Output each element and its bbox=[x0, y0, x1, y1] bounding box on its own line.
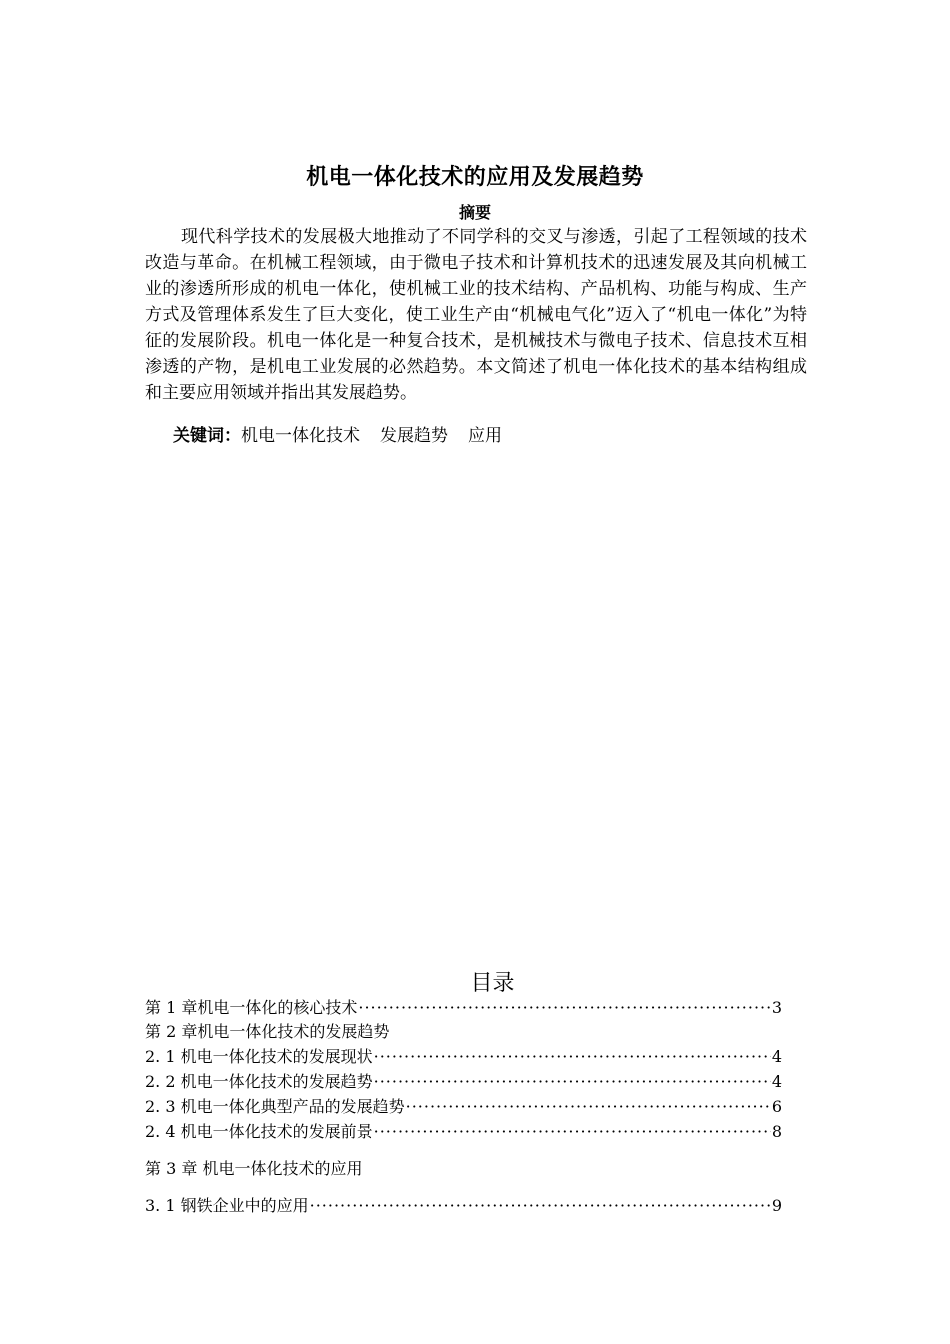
toc-entry-page: 6 bbox=[771, 1097, 782, 1116]
toc-entry bbox=[145, 1120, 782, 1144]
toc-entry-text: 2. 3 机电一体化典型产品的发展趋势 bbox=[145, 1097, 405, 1116]
toc-entry-text: 2. 4 机电一体化技术的发展前景 bbox=[145, 1122, 373, 1141]
keyword-item: 应用 bbox=[468, 426, 502, 446]
toc-leader-dots bbox=[374, 1045, 771, 1069]
keywords-line bbox=[173, 424, 522, 448]
abstract-text: 现代科学技术的发展极大地推动了不同学科的交叉与渗透，引起了工程领域的技术改造与革命。在机械工程领域，由于微电子技术和计算机技术的迅速发展及其向机械工业的渗透所形成的机电一体化，使机械工业的技术结构、产品机构、功能与构成、生产方式及管理体系发生了巨大变化，使工业生产由“机械电气化”迈入了“机电一体化”为特征的发展阶段。机电一体化是一种复合技术，是机械技术与微电子技术、信息技术互相渗透的产物，是机电工业发展的必然趋势。本文简述了机电一体化技术的基本结构组成和主要应用领域并指出其发展趋势。 bbox=[145, 227, 807, 403]
toc-entry bbox=[145, 1045, 782, 1069]
toc-entry-page: 9 bbox=[771, 1196, 782, 1215]
keyword-item: 机电一体化技术 bbox=[241, 426, 360, 446]
toc-leader-dots bbox=[310, 1194, 771, 1218]
toc-entry-text: 2. 1 机电一体化技术的发展现状 bbox=[145, 1047, 373, 1066]
keywords-label: 关键词： bbox=[173, 426, 241, 446]
toc-entry bbox=[145, 1157, 782, 1181]
toc-entry bbox=[145, 996, 782, 1020]
toc-entry-text: 第 2 章机电一体化技术的发展趋势 bbox=[145, 1022, 390, 1041]
toc-entry bbox=[145, 1194, 782, 1218]
toc-leader-dots bbox=[406, 1095, 771, 1119]
toc-entry-page: 8 bbox=[771, 1122, 782, 1141]
abstract-heading: 摘要 bbox=[458, 203, 491, 222]
toc-leader-dots bbox=[358, 996, 770, 1020]
toc-entry-text: 第 3 章 机电一体化技术的应用 bbox=[145, 1159, 363, 1178]
toc-heading: 目录 bbox=[470, 971, 515, 996]
toc-entry-page: 4 bbox=[771, 1072, 782, 1091]
keyword-item: 发展趋势 bbox=[380, 426, 448, 446]
toc-entry-page: 4 bbox=[771, 1047, 782, 1066]
toc-entry-text: 第 1 章机电一体化的核心技术 bbox=[145, 998, 358, 1017]
toc-entry-text: 2. 2 机电一体化技术的发展趋势 bbox=[145, 1072, 373, 1091]
document-title: 机电一体化技术的应用及发展趋势 bbox=[306, 165, 644, 190]
toc-leader-dots bbox=[374, 1120, 771, 1144]
toc-entry bbox=[145, 1070, 782, 1094]
toc-entry-page: 3 bbox=[771, 998, 782, 1017]
toc-entry bbox=[145, 1095, 782, 1119]
toc-entry-text: 3. 1 钢铁企业中的应用 bbox=[145, 1196, 309, 1215]
toc-leader-dots bbox=[374, 1070, 771, 1094]
toc-entry bbox=[145, 1020, 782, 1044]
